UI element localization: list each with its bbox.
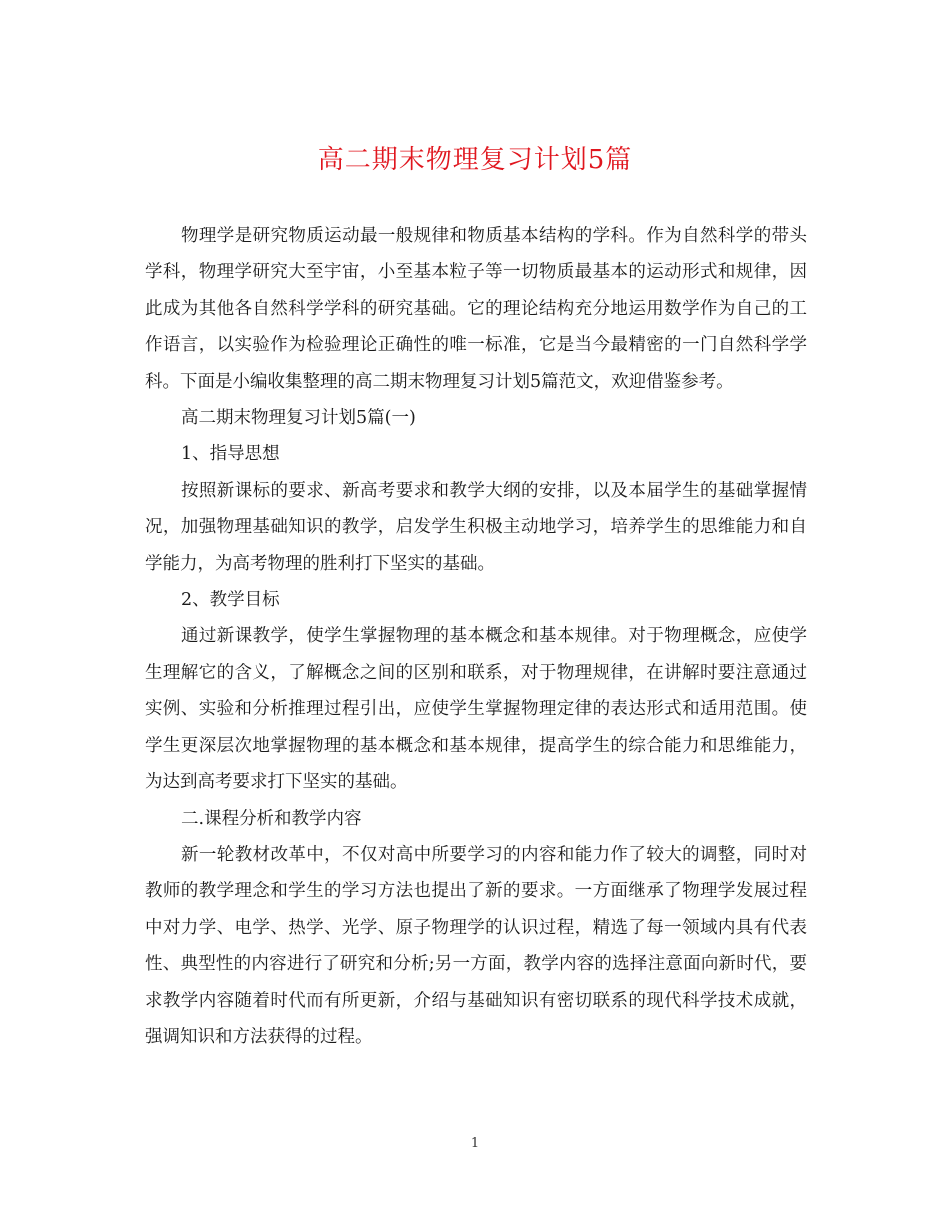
page-number: 1 [470,1136,480,1151]
intro-paragraph: 物理学是研究物质运动最一般规律和物质基本结构的学科。作为自然科学的带头学科，物理学研究大至宇宙，小至基本粒子等一切物质最基本的运动形式和规律，因此成为其他各自然科学学科的研究基础。它的理论结构充分地运用数学作为自己的工作语言，以实验作为检验理论正确性的唯一标准，它是当今最精密的一门自然科学学科。下面是小编收集整理的高二期末物理复习计划5篇范文，欢迎借鉴参考。 [145,226,807,392]
section-heading-plan-one: 高二期末物理复习计划5篇(一) [181,408,416,429]
paragraph-guiding-thought: 按照新课标的要求、新高考要求和教学大纲的安排，以及本届学生的基础掌握情况，加强物理基础知识的教学，启发学生积极主动地学习，培养学生的思维能力和自学能力，为高考物理的胜利打下坚实的基础。 [145,480,807,574]
document-body [145,218,807,1055]
heading-guiding-thought: 1、指导思想 [181,444,280,465]
heading-course-analysis: 二.课程分析和教学内容 [181,808,362,829]
document-title: 高二期末物理复习计划5篇 [317,145,633,175]
paragraph-teaching-goals: 通过新课教学，使学生掌握物理的基本概念和基本规律。对于物理概念，应使学生理解它的含义，了解概念之间的区别和联系，对于物理规律，在讲解时要注意通过实例、实验和分析推理过程引出，应使学生掌握物理定律的表达形式和适用范围。使学生更深层次地掌握物理的基本概念和基本规律，提高学生的综合能力和思维能力，为达到高考要求打下坚实的基础。 [145,626,807,793]
paragraph-course-analysis: 新一轮教材改革中，不仅对高中所要学习的内容和能力作了较大的调整，同时对教师的教学理念和学生的学习方法也提出了新的要求。一方面继承了物理学发展过程中对力学、电学、热学、光学、原子物理学的认识过程，精选了每一领域内具有代表性、典型性的内容进行了研究和分析;另一方面，教学内容的选择注意面向新时代，要求教学内容随着时代而有所更新，介绍与基础知识有密切联系的现代科学技术成就，强调知识和方法获得的过程。 [145,844,807,1047]
heading-teaching-goals: 2、教学目标 [181,590,280,611]
